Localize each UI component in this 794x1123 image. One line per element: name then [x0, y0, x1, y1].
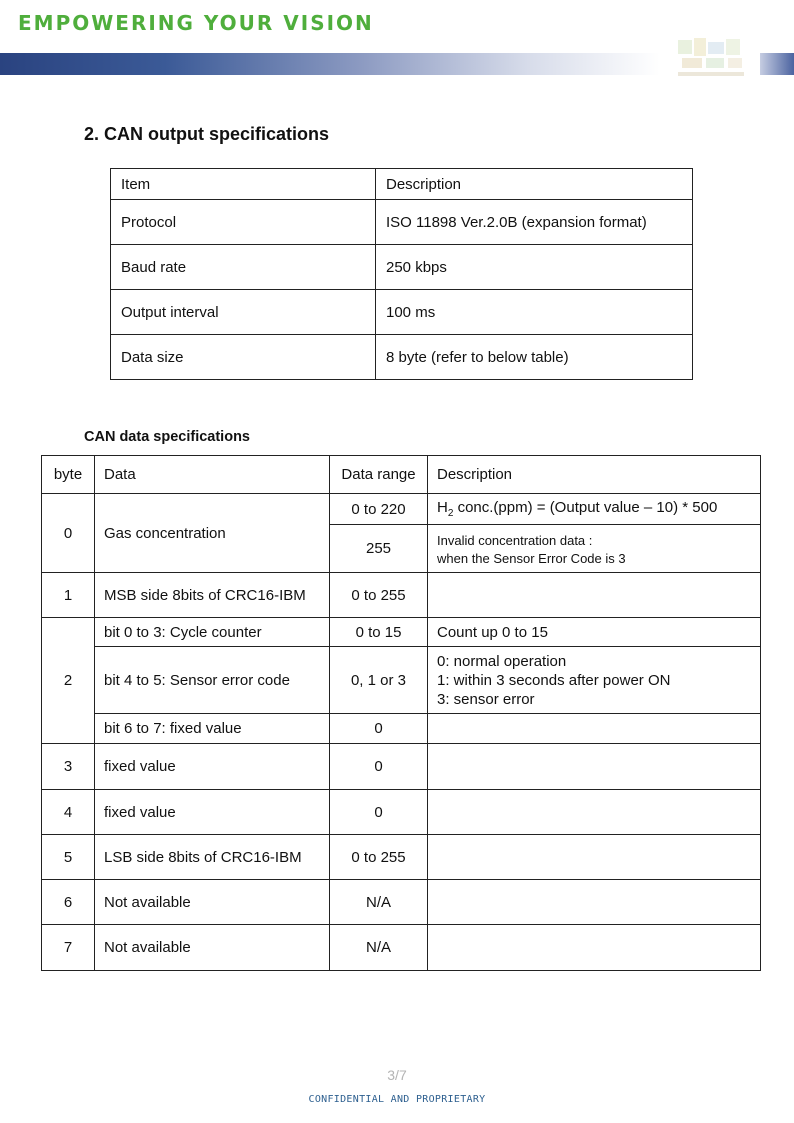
- byte-cell: 6: [42, 880, 95, 925]
- description-cell: [428, 925, 761, 971]
- table-row: [42, 494, 761, 525]
- data-cell: Not available: [95, 925, 330, 971]
- description-cell: ISO 11898 Ver.2.0B (expansion format): [376, 200, 693, 245]
- brand-slogan: EMPOWERING YOUR VISION: [18, 11, 374, 35]
- header-gradient-bar: [0, 53, 660, 75]
- byte-cell: 4: [42, 790, 95, 835]
- header-cell: Item: [111, 169, 376, 200]
- byte-cell: 0: [42, 494, 95, 573]
- data-cell: fixed value: [95, 790, 330, 835]
- section-title: 2. CAN output specifications: [84, 124, 330, 144]
- description-cell: 250 kbps: [376, 245, 693, 290]
- description-cell: [428, 880, 761, 925]
- table-row: [42, 573, 761, 618]
- data-cell: bit 4 to 5: Sensor error code: [95, 647, 330, 714]
- table-header-row: [111, 169, 693, 200]
- description-cell: [428, 494, 761, 525]
- confidential-notice: CONFIDENTIAL AND PROPRIETARY: [308, 1094, 486, 1105]
- table-row: [111, 335, 693, 380]
- description-cell: 8 byte (refer to below table): [376, 335, 693, 380]
- range-cell: 0: [330, 744, 428, 790]
- header-bar-end: [760, 53, 794, 75]
- item-cell: Output interval: [111, 290, 376, 335]
- header-cell: Description: [428, 456, 761, 494]
- header-cell: Data: [95, 456, 330, 494]
- can-output-spec-table: [110, 168, 693, 380]
- item-cell: Protocol: [111, 200, 376, 245]
- range-cell: 0 to 255: [330, 573, 428, 618]
- description-cell: [428, 835, 761, 880]
- formula-prefix: H: [437, 499, 448, 516]
- range-cell: 0: [330, 790, 428, 835]
- data-cell: MSB side 8bits of CRC16-IBM: [95, 573, 330, 618]
- table-row: [111, 200, 693, 245]
- formula-rest: conc.(ppm) = (Output value – 10) * 500: [453, 499, 718, 516]
- description-line: 1: within 3 seconds after power ON: [437, 671, 671, 689]
- table-row: [42, 647, 761, 714]
- description-cell: [428, 525, 761, 573]
- description-line: 3: sensor error: [437, 690, 535, 708]
- range-cell: N/A: [330, 880, 428, 925]
- description-cell: [428, 744, 761, 790]
- can-data-title: CAN data specifications: [84, 429, 250, 445]
- table-row: [111, 290, 693, 335]
- range-cell: 0 to 15: [330, 618, 428, 647]
- byte-cell: 2: [42, 618, 95, 744]
- range-cell: 0, 1 or 3: [330, 647, 428, 714]
- description-cell: [428, 714, 761, 744]
- formula-subscript: 2: [447, 508, 454, 519]
- description-cell: [428, 647, 761, 714]
- description-line: Invalid concentration data :: [437, 532, 593, 548]
- range-cell: 0: [330, 714, 428, 744]
- byte-cell: 3: [42, 744, 95, 790]
- data-cell: fixed value: [95, 744, 330, 790]
- item-cell: Baud rate: [111, 245, 376, 290]
- range-cell: 0 to 255: [330, 835, 428, 880]
- table-row: [42, 925, 761, 971]
- header-cell: byte: [42, 456, 95, 494]
- item-cell: Data size: [111, 335, 376, 380]
- range-cell: 0 to 220: [330, 494, 428, 525]
- table-row: [42, 714, 761, 744]
- table-row: [42, 880, 761, 925]
- data-cell: Not available: [95, 880, 330, 925]
- description-cell: Count up 0 to 15: [428, 618, 761, 647]
- data-cell: LSB side 8bits of CRC16-IBM: [95, 835, 330, 880]
- description-line: when the Sensor Error Code is 3: [437, 550, 626, 566]
- table-row: [42, 618, 761, 647]
- description-cell: 100 ms: [376, 290, 693, 335]
- data-cell: bit 6 to 7: fixed value: [95, 714, 330, 744]
- byte-cell: 1: [42, 573, 95, 618]
- can-data-table: [41, 455, 761, 971]
- description-cell: [428, 790, 761, 835]
- range-cell: N/A: [330, 925, 428, 971]
- table-row: [42, 744, 761, 790]
- header-cell: Description: [376, 169, 693, 200]
- table-row: [42, 835, 761, 880]
- range-cell: 255: [330, 525, 428, 573]
- byte-cell: 5: [42, 835, 95, 880]
- description-cell: [428, 573, 761, 618]
- data-cell: Gas concentration: [95, 494, 330, 573]
- byte-cell: 7: [42, 925, 95, 971]
- description-line: 0: normal operation: [437, 652, 567, 670]
- table-header-row: [42, 456, 761, 494]
- header-cell: Data range: [330, 456, 428, 494]
- page-number: 3/7: [387, 1067, 407, 1083]
- table-row: [42, 790, 761, 835]
- company-logo-icon: [672, 34, 752, 82]
- table-row: [111, 245, 693, 290]
- data-cell: bit 0 to 3: Cycle counter: [95, 618, 330, 647]
